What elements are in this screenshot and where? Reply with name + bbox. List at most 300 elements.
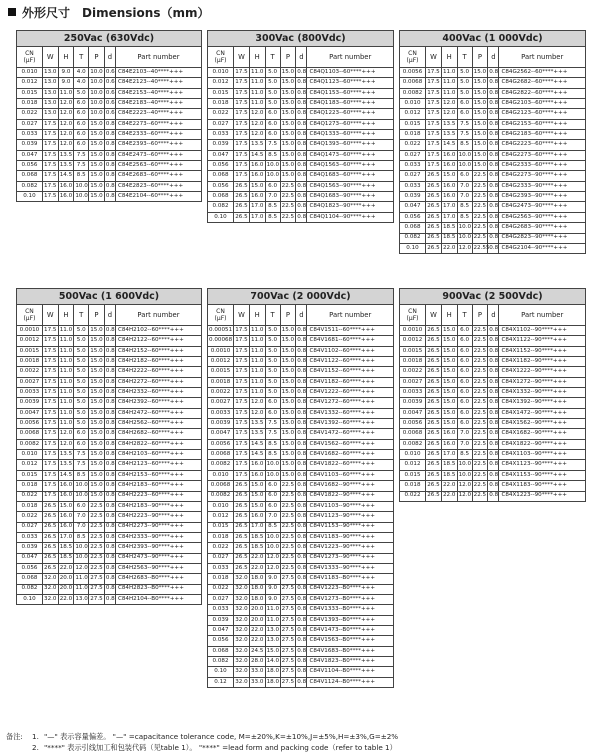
value-cell: 22.5	[280, 512, 296, 522]
value-cell: 13.5	[441, 130, 457, 140]
table-row	[17, 522, 202, 532]
value-cell: 0.015	[208, 522, 234, 532]
value-cell: 11.0	[58, 326, 74, 336]
table-row	[17, 574, 202, 584]
table-row	[208, 615, 394, 625]
part-number-cell: C84H2153--60****+++	[115, 470, 201, 480]
value-cell: 0.8	[296, 398, 307, 408]
value-cell: 18.5	[58, 553, 74, 563]
part-number-cell: C84V1473--B0****+++	[307, 625, 394, 635]
value-cell: 18.0	[265, 677, 280, 687]
value-cell: 15.0	[472, 88, 488, 98]
table-row	[208, 460, 394, 470]
value-cell: 26.5	[234, 491, 250, 501]
value-cell: 0.0033	[208, 408, 234, 418]
value-cell: 0.8	[296, 450, 307, 460]
value-cell: 17.5	[234, 470, 250, 480]
value-cell: 0.8	[488, 181, 499, 191]
value-cell: 0.8	[296, 88, 307, 98]
value-cell: 0.033	[208, 563, 234, 573]
value-cell: 6.0	[265, 398, 280, 408]
value-cell: 12.0	[58, 429, 74, 439]
value-cell: 7.5	[74, 150, 89, 160]
value-cell: 7.0	[265, 512, 280, 522]
table-row	[400, 326, 586, 336]
value-cell: 0.0012	[17, 336, 43, 346]
part-number-cell: C84X1123--90****+++	[499, 460, 586, 470]
value-cell: 17.5	[42, 419, 58, 429]
value-cell: 22.5	[472, 212, 488, 222]
part-number-cell: C84V1393--B0****+++	[307, 615, 394, 625]
value-cell: 17.5	[234, 78, 250, 88]
column-header: W	[234, 47, 250, 68]
value-cell: 26.5	[426, 450, 442, 460]
value-cell: 8.5	[265, 150, 280, 160]
value-cell: 0.027	[208, 553, 234, 563]
value-cell: 10.0	[265, 470, 280, 480]
voltage-title: 250Vac (630Vdc)	[17, 31, 202, 47]
part-number-cell: C84V1152--60****+++	[307, 367, 394, 377]
value-cell: 0.8	[104, 543, 115, 553]
value-cell: 17.0	[249, 522, 265, 532]
value-cell: 0.012	[400, 109, 426, 119]
value-cell: 22.5	[472, 202, 488, 212]
value-cell: 0.027	[17, 522, 43, 532]
value-cell: 10.0	[265, 543, 280, 553]
value-cell: 8.5	[74, 532, 89, 542]
part-number-cell: C84X1152--90****+++	[499, 346, 586, 356]
value-cell: 0.015	[17, 88, 43, 98]
value-cell: 0.022	[17, 512, 43, 522]
value-cell: 17.5	[42, 450, 58, 460]
value-cell: 6.0	[457, 398, 472, 408]
table-row	[17, 150, 202, 160]
capacitance-header	[407, 308, 419, 322]
part-number-cell: C84V1123--90****+++	[307, 512, 394, 522]
table-row	[208, 377, 394, 387]
value-cell: 26.5	[42, 501, 58, 511]
value-cell: 15.0	[280, 336, 296, 346]
header-line: CN	[216, 49, 225, 57]
table-row	[17, 553, 202, 563]
table-250vac	[16, 30, 202, 202]
value-cell: 0.8	[296, 161, 307, 171]
column-header: H	[249, 47, 265, 68]
value-cell: 15.0	[280, 450, 296, 460]
value-cell: 10.0	[74, 553, 89, 563]
value-cell: 17.5	[234, 398, 250, 408]
value-cell: 0.022	[400, 491, 426, 501]
part-number-cell: C84V1273--90****+++	[307, 553, 394, 563]
table-row	[17, 181, 202, 191]
value-cell: 11.0	[249, 99, 265, 109]
value-cell: 0.8	[296, 109, 307, 119]
value-cell: 15.0	[249, 501, 265, 511]
value-cell: 0.8	[296, 460, 307, 470]
value-cell: 16.0	[441, 150, 457, 160]
value-cell: 17.5	[42, 150, 58, 160]
voltage-title: 900Vac (2 500Vdc)	[400, 289, 586, 305]
value-cell: 0.8	[296, 543, 307, 553]
column-header: H	[249, 305, 265, 326]
value-cell: 15.0	[265, 646, 280, 656]
value-cell: 27.5	[280, 615, 296, 625]
column-header: P	[89, 47, 105, 68]
value-cell: 0.0018	[208, 377, 234, 387]
value-cell: 0.018	[208, 532, 234, 542]
value-cell: 11.0	[58, 88, 74, 98]
spec-table	[16, 288, 202, 605]
value-cell: 15.0	[441, 388, 457, 398]
value-cell: 26.5	[426, 377, 442, 387]
footnote-line	[6, 731, 596, 742]
table-row	[17, 367, 202, 377]
value-cell: 6.0	[457, 408, 472, 418]
value-cell: 0.0047	[208, 429, 234, 439]
value-cell: 20.0	[249, 605, 265, 615]
value-cell: 17.5	[42, 398, 58, 408]
value-cell: 0.8	[488, 161, 499, 171]
value-cell: 32.0	[42, 594, 58, 604]
part-number-cell: C84V1223--90****+++	[307, 543, 394, 553]
value-cell: 22.5	[472, 439, 488, 449]
part-number-cell: C84X1272--90****+++	[499, 377, 586, 387]
value-cell: 13.5	[441, 119, 457, 129]
value-cell: 15.0	[280, 161, 296, 171]
value-cell: 0.8	[488, 326, 499, 336]
part-number-cell: C84H2683--B0****+++	[115, 574, 201, 584]
value-cell: 17.5	[234, 460, 250, 470]
value-cell: 6.0	[74, 429, 89, 439]
value-cell: 0.8	[296, 171, 307, 181]
value-cell: 11.0	[58, 419, 74, 429]
spec-table	[16, 30, 202, 202]
column-header: W	[234, 305, 250, 326]
part-number-cell: C84H2123--60****+++	[115, 460, 201, 470]
value-cell: 6.0	[457, 388, 472, 398]
value-cell: 0.8	[488, 212, 499, 222]
value-cell: 26.5	[426, 419, 442, 429]
value-cell: 0.056	[17, 563, 43, 573]
table-row	[208, 78, 394, 88]
value-cell: 12.0	[58, 140, 74, 150]
table-row	[208, 161, 394, 171]
value-cell: 17.5	[42, 357, 58, 367]
part-number-cell: C84E2393--60****+++	[115, 140, 201, 150]
table-row	[208, 68, 394, 78]
part-number-cell: C84G2273--60****+++	[499, 150, 586, 160]
value-cell: 26.5	[234, 181, 250, 191]
table-row	[208, 543, 394, 553]
value-cell: 26.5	[426, 357, 442, 367]
table-row	[400, 88, 586, 98]
column-header: T	[457, 47, 472, 68]
value-cell: 0.10	[17, 594, 43, 604]
value-cell: 5.0	[74, 408, 89, 418]
value-cell: 0.8	[104, 326, 115, 336]
table-row	[400, 398, 586, 408]
table-row	[400, 491, 586, 501]
part-number-cell: C84H2182--60****+++	[115, 357, 201, 367]
part-number-cell: C84Q1563--60****+++	[307, 161, 394, 171]
value-cell: 15.0	[441, 408, 457, 418]
value-cell: 10.0	[74, 181, 89, 191]
part-number-cell: C84E2104--60****+++	[115, 192, 201, 202]
value-cell: 17.5	[234, 88, 250, 98]
value-cell: 11.0	[441, 68, 457, 78]
value-cell: 15.0	[249, 491, 265, 501]
value-cell: 27.5	[280, 657, 296, 667]
value-cell: 0.068	[208, 171, 234, 181]
table-row	[208, 512, 394, 522]
value-cell: 0.0022	[17, 367, 43, 377]
value-cell: 22.5	[280, 202, 296, 212]
part-number-cell: C84V1222--60****+++	[307, 388, 394, 398]
value-cell: 0.8	[296, 181, 307, 191]
part-number-cell: C84V1392--60****+++	[307, 419, 394, 429]
spec-table	[207, 30, 394, 223]
voltage-title-row	[400, 289, 586, 305]
value-cell: 13.0	[265, 625, 280, 635]
value-cell: 6.0	[457, 357, 472, 367]
value-cell: 27.5	[280, 646, 296, 656]
value-cell: 15.0	[280, 357, 296, 367]
table-row	[17, 563, 202, 573]
value-cell: 0.8	[296, 429, 307, 439]
value-cell: 17.5	[234, 439, 250, 449]
value-cell: 0.0068	[17, 429, 43, 439]
part-number-cell: C84G2153--60****+++	[499, 119, 586, 129]
value-cell: 0.8	[104, 439, 115, 449]
part-number-cell: C84Q1104--90****+++	[307, 212, 394, 222]
value-cell: 17.5	[42, 130, 58, 140]
value-cell: 17.5	[42, 161, 58, 171]
value-cell: 32.0	[234, 657, 250, 667]
value-cell: 32.0	[42, 584, 58, 594]
value-cell: 11.0	[74, 574, 89, 584]
value-cell: 22.5	[472, 408, 488, 418]
value-cell: 18.0	[249, 594, 265, 604]
value-cell: 17.5	[426, 130, 442, 140]
part-number-cell: C84V1682--90****+++	[307, 481, 394, 491]
table-row	[208, 574, 394, 584]
value-cell: 13.0	[42, 78, 58, 88]
table-row	[17, 408, 202, 418]
value-cell: 0.8	[296, 532, 307, 542]
value-cell: 10.0	[74, 491, 89, 501]
value-cell: 11.0	[441, 78, 457, 88]
value-cell: 22.0	[441, 243, 457, 253]
value-cell: 8.5	[265, 202, 280, 212]
value-cell: 27.5	[280, 574, 296, 584]
value-cell: 0.0056	[400, 68, 426, 78]
value-cell: 0.0082	[400, 88, 426, 98]
value-cell: 15.0	[472, 140, 488, 150]
value-cell: 15.0	[472, 119, 488, 129]
value-cell: 4.0	[74, 68, 89, 78]
table-row	[17, 512, 202, 522]
value-cell: 0.0056	[400, 419, 426, 429]
value-cell: 0.0033	[17, 388, 43, 398]
value-cell: 6.0	[265, 491, 280, 501]
table-row	[17, 491, 202, 501]
value-cell: 10.0	[265, 532, 280, 542]
value-cell: 12.0	[249, 119, 265, 129]
value-cell: 16.0	[249, 512, 265, 522]
value-cell: 12.0	[457, 491, 472, 501]
part-number-cell: C84G2562--60****+++	[499, 68, 586, 78]
voltage-title-row	[17, 31, 202, 47]
part-number-cell: C84E2473--60****+++	[115, 150, 201, 160]
value-cell: 26.5	[42, 522, 58, 532]
value-cell: 0.8	[296, 202, 307, 212]
table-row	[400, 140, 586, 150]
part-number-cell: C84V1332--60****+++	[307, 408, 394, 418]
value-cell: 26.5	[234, 563, 250, 573]
value-cell: 0.8	[488, 481, 499, 491]
table-row	[17, 450, 202, 460]
value-cell: 0.0022	[208, 388, 234, 398]
value-cell: 26.5	[234, 553, 250, 563]
value-cell: 17.0	[249, 202, 265, 212]
value-cell: 7.0	[457, 192, 472, 202]
value-cell: 32.0	[234, 574, 250, 584]
column-header: P	[280, 305, 296, 326]
value-cell: 5.0	[74, 88, 89, 98]
table-row	[208, 212, 394, 222]
value-cell: 15.0	[280, 377, 296, 387]
value-cell: 15.0	[280, 346, 296, 356]
part-number-cell: C84Q1183--60****+++	[307, 99, 394, 109]
part-number-cell: C84E2223--40****+++	[115, 109, 201, 119]
value-cell: 15.0	[89, 181, 105, 191]
table-row	[400, 450, 586, 460]
value-cell: 17.0	[249, 212, 265, 222]
value-cell: 0.8	[104, 150, 115, 160]
part-number-cell: C84V1183--90****+++	[307, 532, 394, 542]
value-cell: 0.047	[208, 625, 234, 635]
value-cell: 0.8	[104, 419, 115, 429]
value-cell: 0.0010	[400, 326, 426, 336]
value-cell: 26.5	[42, 553, 58, 563]
value-cell: 22.0	[441, 491, 457, 501]
value-cell: 6.0	[74, 130, 89, 140]
value-cell: 18.5	[441, 233, 457, 243]
value-cell: 26.5	[42, 512, 58, 522]
value-cell: 5.0	[74, 377, 89, 387]
value-cell: 0.0022	[400, 367, 426, 377]
value-cell: 0.8	[104, 161, 115, 171]
value-cell: 17.5	[234, 140, 250, 150]
part-number-cell: C84H2392--60****+++	[115, 398, 201, 408]
value-cell: 17.5	[426, 161, 442, 171]
value-cell: 0.8	[296, 99, 307, 109]
value-cell: 0.056	[17, 161, 43, 171]
value-cell: 15.0	[280, 460, 296, 470]
part-number-cell: C84X1223--90****+++	[499, 491, 586, 501]
value-cell: 0.8	[488, 346, 499, 356]
value-cell: 0.8	[488, 450, 499, 460]
value-cell: 0.8	[296, 140, 307, 150]
part-number-cell: C84X1102--90****+++	[499, 326, 586, 336]
value-cell: 10.0	[265, 161, 280, 171]
value-cell: 10.0	[457, 150, 472, 160]
value-cell: 11.0	[249, 367, 265, 377]
column-header: T	[457, 305, 472, 326]
value-cell: 0.022	[208, 109, 234, 119]
part-number-cell: C84G2273--90****+++	[499, 171, 586, 181]
value-cell: 0.8	[296, 584, 307, 594]
value-cell: 0.8	[296, 636, 307, 646]
value-cell: 0.082	[208, 657, 234, 667]
value-cell: 26.5	[426, 460, 442, 470]
value-cell: 17.5	[42, 367, 58, 377]
column-header	[208, 47, 234, 68]
value-cell: 15.0	[249, 181, 265, 191]
part-number-cell: C84H2393--90****+++	[115, 543, 201, 553]
value-cell: 13.0	[265, 636, 280, 646]
value-cell: 17.5	[234, 357, 250, 367]
value-cell: 11.0	[249, 388, 265, 398]
part-number-cell: C84H2183--90****+++	[115, 501, 201, 511]
value-cell: 13.5	[249, 429, 265, 439]
value-cell: 17.5	[42, 140, 58, 150]
value-cell: 15.0	[472, 99, 488, 109]
value-cell: 6.0	[265, 181, 280, 191]
value-cell: 0.8	[488, 470, 499, 480]
value-cell: 13.5	[58, 450, 74, 460]
value-cell: 17.5	[42, 481, 58, 491]
value-cell: 26.5	[426, 470, 442, 480]
value-cell: 0.8	[104, 501, 115, 511]
value-cell: 17.5	[234, 161, 250, 171]
part-number-cell: C84G2682--60****+++	[499, 78, 586, 88]
value-cell: 8.5	[265, 439, 280, 449]
value-cell: 0.8	[296, 346, 307, 356]
value-cell: 6.0	[74, 119, 89, 129]
column-header: d	[104, 47, 115, 68]
value-cell: 7.0	[457, 181, 472, 191]
value-cell: 11.0	[58, 398, 74, 408]
part-number-cell: C84G2823--90****+++	[499, 233, 586, 243]
value-cell: 15.0	[280, 150, 296, 160]
table-row	[208, 88, 394, 98]
value-cell: 10.0	[265, 171, 280, 181]
value-cell: 22.5	[472, 491, 488, 501]
value-cell: 17.5	[234, 346, 250, 356]
voltage-title: 400Vac (1 000Vdc)	[400, 31, 586, 47]
value-cell: 0.056	[208, 161, 234, 171]
value-cell: 26.5	[426, 233, 442, 243]
column-header	[400, 305, 426, 326]
value-cell: 17.0	[441, 202, 457, 212]
value-cell: 17.5	[42, 336, 58, 346]
table-700vac	[207, 288, 394, 688]
part-number-cell: C84G2473--90****+++	[499, 202, 586, 212]
value-cell: 12.0	[249, 408, 265, 418]
part-number-cell: C84X1153--90****+++	[499, 470, 586, 480]
header-line: (μF)	[214, 57, 227, 64]
table-row	[400, 346, 586, 356]
value-cell: 22.5	[472, 233, 488, 243]
part-number-cell: C84X1222--90****+++	[499, 367, 586, 377]
part-number-cell: C84E2153--40****+++	[115, 88, 201, 98]
value-cell: 17.5	[426, 119, 442, 129]
part-number-cell: C84V1124--B0****+++	[307, 677, 394, 687]
value-cell: 5.0	[74, 367, 89, 377]
value-cell: 7.5	[74, 161, 89, 171]
table-row	[400, 408, 586, 418]
